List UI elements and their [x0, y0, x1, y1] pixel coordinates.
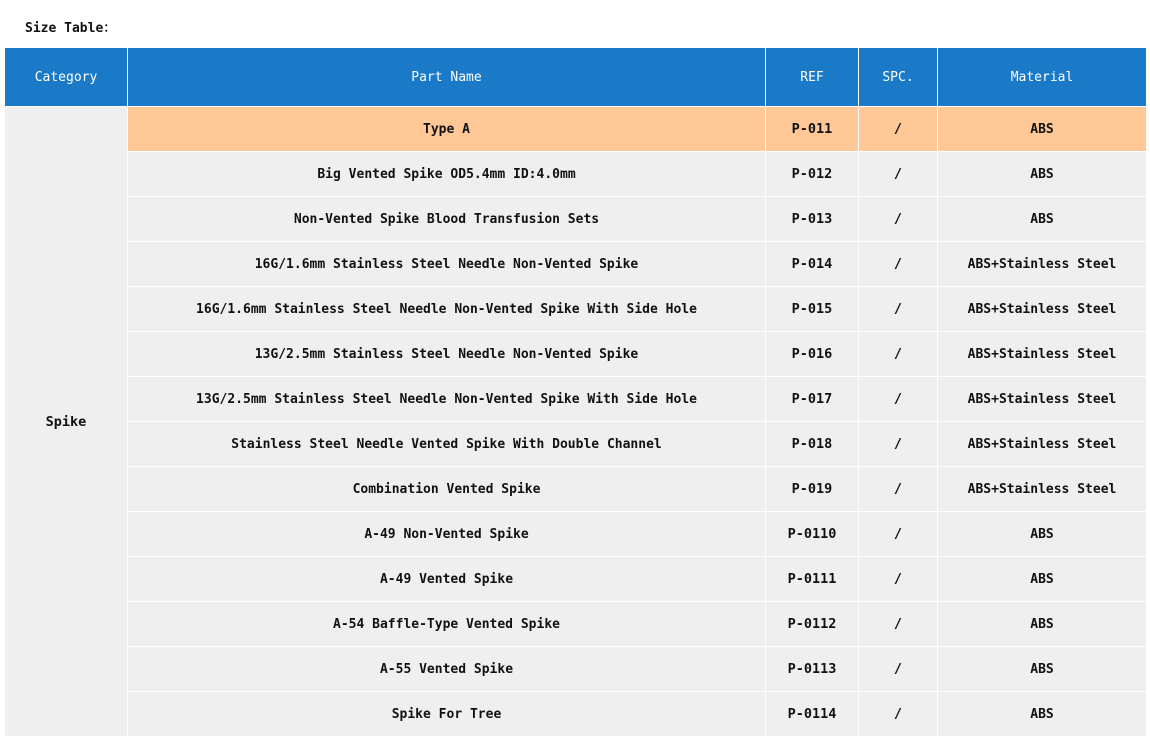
ref-cell: P-0110	[766, 512, 859, 557]
material-cell: ABS+Stainless Steel	[938, 422, 1147, 467]
spc-cell: /	[859, 197, 938, 242]
material-cell: ABS+Stainless Steel	[938, 287, 1147, 332]
table-row	[5, 467, 1147, 512]
part-name-cell: Combination Vented Spike	[128, 467, 766, 512]
ref-cell: P-0113	[766, 647, 859, 692]
spc-cell: /	[859, 287, 938, 332]
material-cell: ABS+Stainless Steel	[938, 377, 1147, 422]
table-row	[5, 107, 1147, 152]
table-row	[5, 557, 1147, 602]
category-cell: Spike	[5, 107, 128, 737]
ref-cell: P-016	[766, 332, 859, 377]
part-name-cell: A-49 Non-Vented Spike	[128, 512, 766, 557]
ref-cell: P-011	[766, 107, 859, 152]
size-table	[4, 47, 1147, 737]
ref-cell: P-018	[766, 422, 859, 467]
table-header-row	[5, 48, 1147, 107]
header-category: Category	[5, 48, 128, 107]
part-name-cell: A-55 Vented Spike	[128, 647, 766, 692]
ref-cell: P-017	[766, 377, 859, 422]
material-cell: ABS	[938, 152, 1147, 197]
part-name-cell: 16G/1.6mm Stainless Steel Needle Non-Vented Spike	[128, 242, 766, 287]
table-row	[5, 692, 1147, 737]
part-name-cell: Type A	[128, 107, 766, 152]
material-cell: ABS	[938, 647, 1147, 692]
material-cell: ABS+Stainless Steel	[938, 332, 1147, 377]
table-row	[5, 512, 1147, 557]
spc-cell: /	[859, 422, 938, 467]
table-row	[5, 602, 1147, 647]
part-name-cell: 13G/2.5mm Stainless Steel Needle Non-Vented Spike	[128, 332, 766, 377]
header-part-name: Part Name	[128, 48, 766, 107]
material-cell: ABS	[938, 692, 1147, 737]
table-row	[5, 152, 1147, 197]
material-cell: ABS	[938, 107, 1147, 152]
part-name-cell: Non-Vented Spike Blood Transfusion Sets	[128, 197, 766, 242]
page-heading: Size Table：	[25, 21, 117, 36]
material-cell: ABS	[938, 557, 1147, 602]
ref-cell: P-0114	[766, 692, 859, 737]
spc-cell: /	[859, 467, 938, 512]
material-cell: ABS	[938, 197, 1147, 242]
header-material: Material	[938, 48, 1147, 107]
material-cell: ABS+Stainless Steel	[938, 242, 1147, 287]
spc-cell: /	[859, 107, 938, 152]
part-name-cell: A-49 Vented Spike	[128, 557, 766, 602]
spc-cell: /	[859, 152, 938, 197]
part-name-cell: 16G/1.6mm Stainless Steel Needle Non-Vented Spike With Side Hole	[128, 287, 766, 332]
table-body	[5, 107, 1147, 737]
spc-cell: /	[859, 242, 938, 287]
spc-cell: /	[859, 602, 938, 647]
part-name-cell: 13G/2.5mm Stainless Steel Needle Non-Vented Spike With Side Hole	[128, 377, 766, 422]
ref-cell: P-012	[766, 152, 859, 197]
part-name-cell: A-54 Baffle-Type Vented Spike	[128, 602, 766, 647]
table-row	[5, 287, 1147, 332]
table-row	[5, 647, 1147, 692]
ref-cell: P-0112	[766, 602, 859, 647]
material-cell: ABS+Stainless Steel	[938, 467, 1147, 512]
spc-cell: /	[859, 692, 938, 737]
material-cell: ABS	[938, 512, 1147, 557]
table-row	[5, 197, 1147, 242]
ref-cell: P-015	[766, 287, 859, 332]
part-name-cell: Big Vented Spike OD5.4mm ID:4.0mm	[128, 152, 766, 197]
part-name-cell: Spike For Tree	[128, 692, 766, 737]
spc-cell: /	[859, 557, 938, 602]
ref-cell: P-0111	[766, 557, 859, 602]
table-row	[5, 332, 1147, 377]
spc-cell: /	[859, 647, 938, 692]
ref-cell: P-014	[766, 242, 859, 287]
material-cell: ABS	[938, 602, 1147, 647]
table-row	[5, 422, 1147, 467]
table-row	[5, 377, 1147, 422]
ref-cell: P-013	[766, 197, 859, 242]
part-name-cell: Stainless Steel Needle Vented Spike With Double Channel	[128, 422, 766, 467]
table-row	[5, 242, 1147, 287]
ref-cell: P-019	[766, 467, 859, 512]
header-ref: REF	[766, 48, 859, 107]
header-spc: SPC.	[859, 48, 938, 107]
spc-cell: /	[859, 377, 938, 422]
spc-cell: /	[859, 332, 938, 377]
spc-cell: /	[859, 512, 938, 557]
